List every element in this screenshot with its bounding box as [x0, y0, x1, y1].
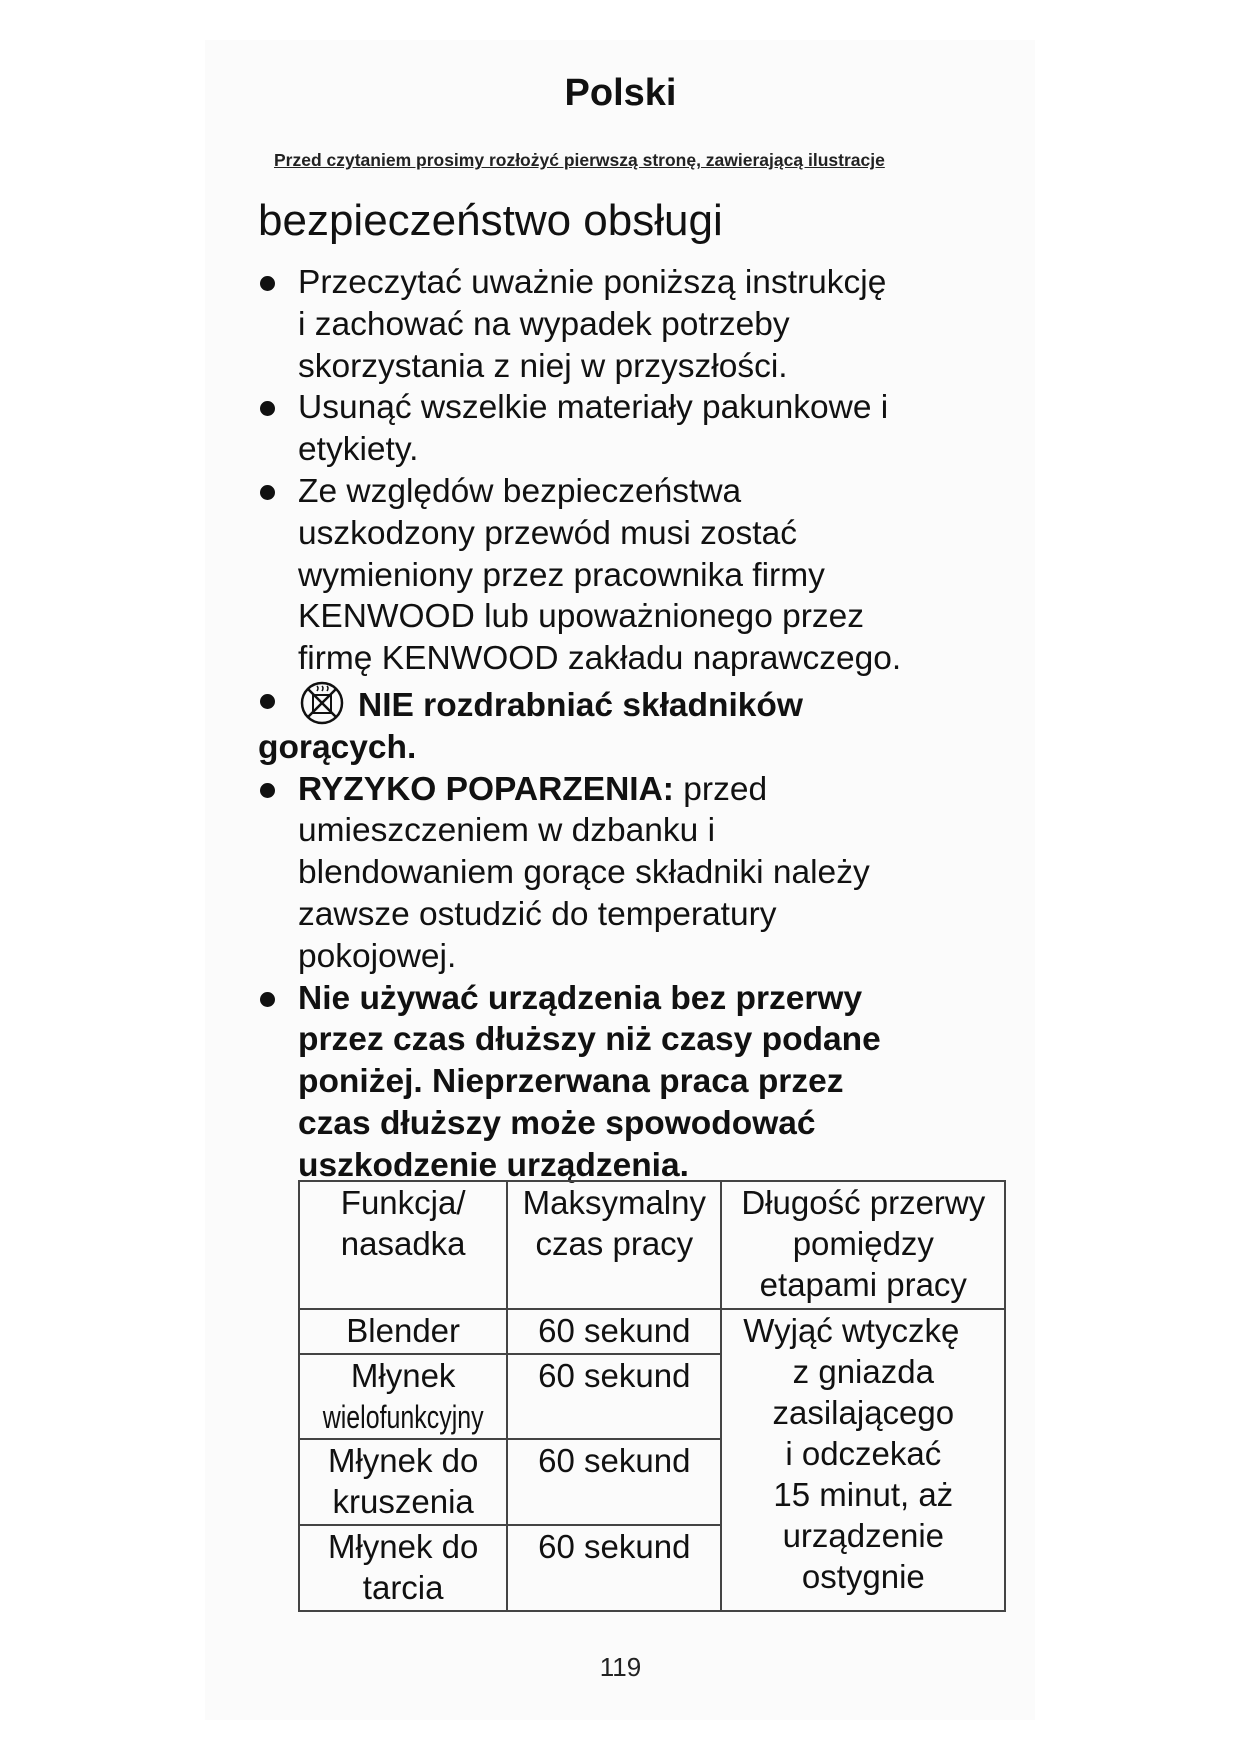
header-max-time: Maksymalny czas pracy [507, 1181, 721, 1309]
table-row: Blender 60 sekund Wyjąć wtyczkę z gniazda zasilającego i odczekać 15 minut, aż urządzenie ostygnie [299, 1309, 1005, 1354]
bullet-icon [260, 485, 275, 500]
foldout-notice: Przed czytaniem prosimy rozłożyć pierwszą stronę, zawierającą ilustracje [274, 150, 885, 170]
header-pause: Długość przerwy pomiędzy etapami pracy [721, 1181, 1005, 1309]
bullet-icon [260, 992, 275, 1007]
list-item: NIE rozdrabniać składników gorących. [258, 680, 998, 769]
bullet-icon [260, 783, 275, 798]
table-row: Młynek do kruszenia 60 sekund [299, 1439, 1005, 1525]
page-number: 119 [599, 1652, 642, 1682]
warning-label: RYZYKO POPARZENIA: [298, 770, 674, 808]
list-item: Usunąć wszelkie materiały pakunkowe i etykiety. [258, 387, 998, 471]
header-function: Funkcja/ nasadka [299, 1181, 507, 1309]
table-header-row [299, 1181, 1005, 1309]
table-row: Młynek do tarcia 60 sekund [299, 1525, 1005, 1611]
safety-list [258, 262, 998, 1187]
list-item: Ze względów bezpieczeństwa uszkodzony przewód musi zostać wymieniony przez pracownika firmy KENWOOD lub upoważnionego przez firmę KENWOOD zakładu naprawczego. [258, 471, 998, 680]
language-heading: Polski [564, 72, 677, 114]
operating-times-table [298, 1180, 1006, 1612]
bullet-icon [260, 276, 275, 291]
table-row: Młynek wielofunkcyjny 60 sekund [299, 1354, 1005, 1439]
list-item: Przeczytać uważnie poniższą instrukcję i zachować na wypadek potrzeby skorzystania z niej w przyszłości. [258, 262, 998, 387]
bullet-icon [260, 694, 275, 709]
list-item: RYZYKO POPARZENIA: przed umieszczeniem w dzbanku i blendowaniem gorące składniki należy zawsze ostudzić do temperatury pokojowej. [258, 769, 998, 978]
bullet-icon [260, 401, 275, 416]
pause-instructions: Wyjąć wtyczkę z gniazda zasilającego i odczekać 15 minut, aż urządzenie ostygnie [721, 1309, 1005, 1611]
no-hot-ingredients-icon [298, 680, 346, 726]
section-title: bezpieczeństwo obsługi [258, 196, 723, 245]
list-item: Nie używać urządzenia bez przerwy przez czas dłuższy niż czasy podane poniżej. Nieprzerwana praca przez czas dłuższy może spowodować uszkodzenie urządzenia. [258, 978, 998, 1187]
